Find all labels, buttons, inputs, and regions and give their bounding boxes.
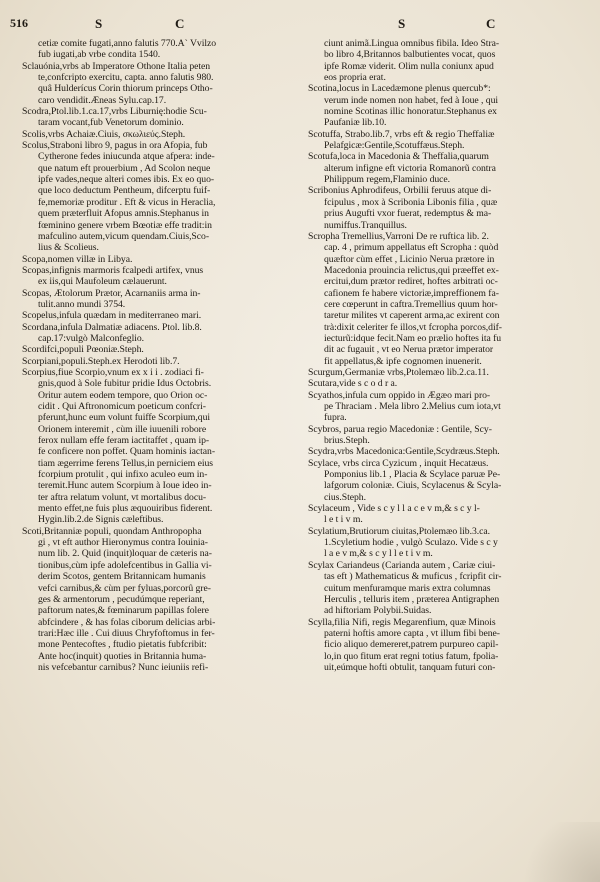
text-line: brius.Steph. (324, 435, 370, 447)
text-line: numiffus.Tranquillus. (324, 219, 407, 231)
text-line: alterum infigne eft victoria Romanorũ contra (324, 162, 496, 174)
text-line: Ante hoc(inquit) quoties in Britannia huma- (38, 650, 207, 662)
text-line: ipfe vades,neque alteri comes ibis. Ex eo quo- (38, 174, 215, 186)
text-line: cafionem fe habere victoriæ,impreffionem fa- (324, 287, 499, 299)
text-line: taram vocant,fub Venetorum dominio. (38, 117, 184, 129)
text-line: ficio aliquo demereret,patrem purpureo capil- (324, 639, 499, 651)
text-line: Scylatium,Brutiorum ciuitas,Ptolemæo lib.3.ca. (308, 525, 491, 537)
text-line: nis vefcebantur carnibus? Nunc ieiuniis refi- (38, 661, 209, 673)
text-line: verum inde nomen non habet, fed à Ioue , qui (324, 94, 499, 106)
text-line: gi , vt eft author Hieronymus contra Iouinia- (38, 537, 208, 549)
text-line: fcipulus , mox à Scribonia Libonis filia , quæ (324, 196, 498, 208)
text-line: taretur milites vt caperent arma,ac exirent con (324, 310, 500, 322)
text-line: ex iis,qui Maufoleum cælauerunt. (38, 276, 167, 288)
text-line: Pelafgicæ:Gentile,Scotuffæus.Steph. (324, 140, 465, 152)
text-line: Scotina,locus in Lacedæmone plenus quercub*: (308, 83, 491, 95)
text-line: lo,in quo fitum erat regni totius fatum, fpolia- (324, 650, 499, 662)
text-line: Paufaniæ lib.10. (324, 117, 387, 129)
text-line: Scotuffa, Strabo.lib.7, vrbs eft & regio Theffaliæ (308, 128, 495, 140)
text-line: Scodra,Ptol.lib.1.ca.17,vrbs Liburnię:hodie Scu- (22, 106, 207, 118)
text-line: fupra. (324, 412, 347, 424)
text-line: tionibus,cùm ipfe adolefcentibus in Gallia vi- (38, 559, 212, 571)
text-line: vefci carnibus,& cùm per fyluas,porcorû gre- (38, 582, 211, 594)
text-line: Scorpiani,populi.Steph.ex Herodoti lib.7. (22, 355, 180, 367)
text-line: eos propria erat. (324, 72, 386, 84)
text-line: ad hiftoriam Polybii.Suidas. (324, 605, 432, 617)
text-line: Philippum regem,Flaminio duce. (324, 174, 451, 186)
text-line: Scylaceum , Vide s c y l l a c e v m,& s c y l- (308, 503, 480, 515)
text-line: ercitui,dum prætor rediret, hoftes arbitrati oc- (324, 276, 498, 288)
text-line: ciunt animã.Lingua omnibus fibila. Ideo Stra- (324, 38, 500, 49)
text-line: Scylla,filia Nifi, regis Megarenfium, quæ Minois (308, 616, 496, 628)
text-line: Scurgum,Germaniæ vrbs,Ptolemæo lib.2.ca.11. (308, 366, 489, 378)
text-line: que natum eft prouerbium , Ad Scolon neque (38, 162, 211, 174)
text-line: quæftor cùm effet , Licinio Nerua prætore in (324, 253, 495, 265)
text-line: Scopelus,infula quædam in mediterraneo mari. (22, 310, 202, 322)
text-line: Scopas,infignis marmoris fcalpedi artifex, vnus (22, 264, 204, 276)
text-line: cuitum menfuramque maris extra columnas (324, 582, 491, 594)
text-line: Scylax Cariandeus (Carianda autem , Cariæ ciui- (308, 559, 496, 571)
right-column (308, 38, 584, 673)
text-line: ferox nullam effe feram iactitaffet , quam ip- (38, 435, 210, 447)
text-line: 1.Scyletium hodie , vulgò Sculazo. Vide s c y (324, 537, 498, 549)
text-line: lius & Scolieus. (38, 242, 99, 254)
text-line: Scybros, parua regio Macedoniæ : Gentile, Scy- (308, 423, 492, 435)
text-line: que loco deductum Pentheum, difcerptu fuif- (38, 185, 211, 197)
text-line: mafculino autem,vicum quendam.Ciuis,Sco- (38, 230, 209, 242)
text-line: Scopas, Ætolorum Prætor, Acarnaniis arma in- (22, 287, 201, 299)
text-line: tulit.anno mundi 3754. (38, 298, 126, 310)
text-line: Oritur autem eodem tempore, quo Orion oc- (38, 389, 208, 401)
text-line: Scordifci,populi Pœoniæ.Steph. (22, 344, 144, 356)
text-line: uit,eúmque hofti obtulit, tanquam futuri con- (324, 661, 496, 673)
header-letter: C (175, 16, 185, 31)
text-line: trari:Hæc ille . Cui diuus Chryfoftomus in fer- (38, 627, 215, 639)
text-line: paterni hoftis amore capta , vt illum fibi bene- (324, 627, 500, 639)
text-line: dit ac fugauit , vt eo Nerua prætor imperator (324, 344, 494, 356)
text-line: iecturũ:idque fecit.Nam eo prælio hoftes ita fu (324, 332, 502, 344)
text-line: Scordana,infula Dalmatiæ adiacens. Ptol. lib.8. (22, 321, 202, 333)
text-line: Scotufa,loca in Macedonia & Theffalia,quarum (308, 151, 489, 163)
text-line: tas eft ) Mathematicus & muficus , fcripfit cir- (324, 571, 502, 583)
text-line: ipfe Romæ viderit. Olim nulla coniunx apud (324, 60, 494, 72)
text-line: gnis,quod à Sole fubitur pridie Idus Octobris. (38, 378, 212, 390)
text-line: paftorum nates,& fœminarum papillas folere (38, 605, 209, 617)
text-line: tiam ægerrime ferens Tellus,in perniciem eius (38, 457, 213, 469)
text-line: mone Pentecoftes , ftudio pietatis fubfcribit: (38, 639, 207, 651)
left-column (22, 38, 294, 673)
text-line: pferunt,hunc eum volunt fuiffe Scorpium,qui (38, 412, 211, 424)
text-line: te,confcripto exercitu, capta. anno falutis 980. (38, 72, 214, 84)
text-line: fe conficere non poffet. Quam hominis iactan- (38, 446, 215, 458)
text-line: Macedonia prouincia relictus,qui præeffet ex- (324, 264, 499, 276)
text-line: prius Augufti vxor fuerat, redemptus & ma- (324, 208, 492, 220)
page-number: 516 (10, 16, 28, 30)
text-line: teremit.Hunc autem Scorpium à Ioue ideo in- (38, 480, 212, 492)
text-line: ter aftra relatum volunt, vt mortalibus docu- (38, 491, 207, 503)
text-line: cetiæ comite fugati,anno falutis 770.A` Vvilzo (38, 38, 217, 49)
text-line: Scolus,Straboni libro 9, pagus in ora Afopia, fub (22, 140, 208, 152)
text-line: cidit . Qui Aftronomicum poeticum confcri- (38, 401, 206, 412)
text-line: Scolis,vrbs Achaiæ.Ciuis, σκωλιεύς.Steph. (22, 128, 186, 140)
running-header (0, 16, 600, 34)
text-line: num lib. 2. Quid (inquit)loquar de cæteris na- (38, 548, 212, 560)
text-line: Cytherone fedes iniucunda atque afpera: inde- (38, 151, 215, 163)
text-line: Scopa,nomen villæ in Libya. (22, 253, 133, 265)
text-line: cere cœperunt in caftra.Tremellius quum hor- (324, 298, 498, 310)
text-line: Herculis , telluris item , præterea Antigraphen (324, 593, 500, 605)
text-line: l a e v m,& s c y l l e t i v m. (324, 548, 433, 560)
text-line: Orionem interemit , cùm ille iuuenili robore (38, 423, 207, 435)
text-line: Pomponius lib.1 , Placia & Scylace paruæ Pe- (324, 469, 501, 481)
text-line: quâ Hulderícus Corin thiorum princeps Otho- (38, 83, 213, 95)
text-line: Sclauónia,vrbs ab Imperatore Othone Italia peten (22, 60, 211, 72)
text-line: fit appellatus,& ipfe cognomen inuenerit. (324, 355, 482, 367)
text-line: cap. 4 , primum appellatus eft Scropha : quòd (324, 242, 499, 254)
text-line: fœminino genere vrbem Bœotiæ effe tradit:in (38, 219, 212, 231)
text-line: Scyathos,infula cum oppido in Ægæo mari pro- (308, 389, 491, 401)
text-line: quem præterfluit Afopus amnis.Stephanus in (38, 208, 209, 220)
header-letter: S (95, 16, 103, 31)
header-letter: S (398, 16, 406, 31)
text-line: derim Scotos, gentem Britannicam humanis (38, 571, 206, 583)
text-line: abfcindere , & has folas ciborum delicias arbi- (38, 616, 216, 628)
text-line: Scoti,Britanniæ populi, quondam Anthropopha (22, 525, 202, 537)
text-line: pe Thraciam . Mela libro 2.Melius cum iota,vt (324, 401, 501, 412)
text-line: l e t i v m. (324, 514, 363, 526)
text-line: lafgorum coloniæ. Ciuis, Scylacenus & Scyla- (324, 480, 502, 492)
text-line: ges & armentorum , pecudúmque reperiant, (38, 593, 205, 605)
text-line: Scribonius Aphrodifeus, Orbilii feruus atque di- (308, 185, 492, 197)
header-letter: C (486, 16, 496, 31)
text-line: fub iugati,ab vrbe condita 1540. (38, 49, 161, 61)
text-line: Scropha Tremellius,Varroni De re ruftica lib. 2. (308, 230, 489, 242)
text-line: mento effet,ne fuis plus æquouiribus fiderent. (38, 503, 213, 515)
text-line: cius.Steph. (324, 491, 366, 503)
text-line: cap.17:vulgò Malconfeglio. (38, 332, 145, 344)
text-line: fe,memoriæ proditur . Eft & vicus in Heraclia, (38, 196, 216, 208)
text-line: Scylace, vrbs circa Cyzicum , inquit Hecatæus. (308, 457, 489, 469)
page-corner-shadow (510, 822, 600, 882)
text-line: bo libro 4,Britannos balbutientes vocat, quos (324, 49, 496, 61)
text-line: Scydra,vrbs Macedonica:Gentile,Scydræus.Steph. (308, 446, 500, 458)
text-line: trà:dixit celeriter fe illos,vt fcropha porcos,dif- (324, 321, 502, 333)
text-line: fcorpium protulit , qui infixo aculeo eum in- (38, 469, 208, 481)
text-line: Scutara,vide s c o d r a. (308, 378, 398, 390)
text-line: Scorpius,fiue Scorpio,vnum ex x i i . zodiaci fi- (22, 366, 204, 378)
text-line: caro vendidit.Æneas Sylu.cap.17. (38, 94, 167, 106)
text-line: nomine Scotinas illic honoratur.Stephanus ex (324, 106, 497, 118)
text-line: Hygin.lib.2.de Signis cæleftibus. (38, 514, 164, 526)
